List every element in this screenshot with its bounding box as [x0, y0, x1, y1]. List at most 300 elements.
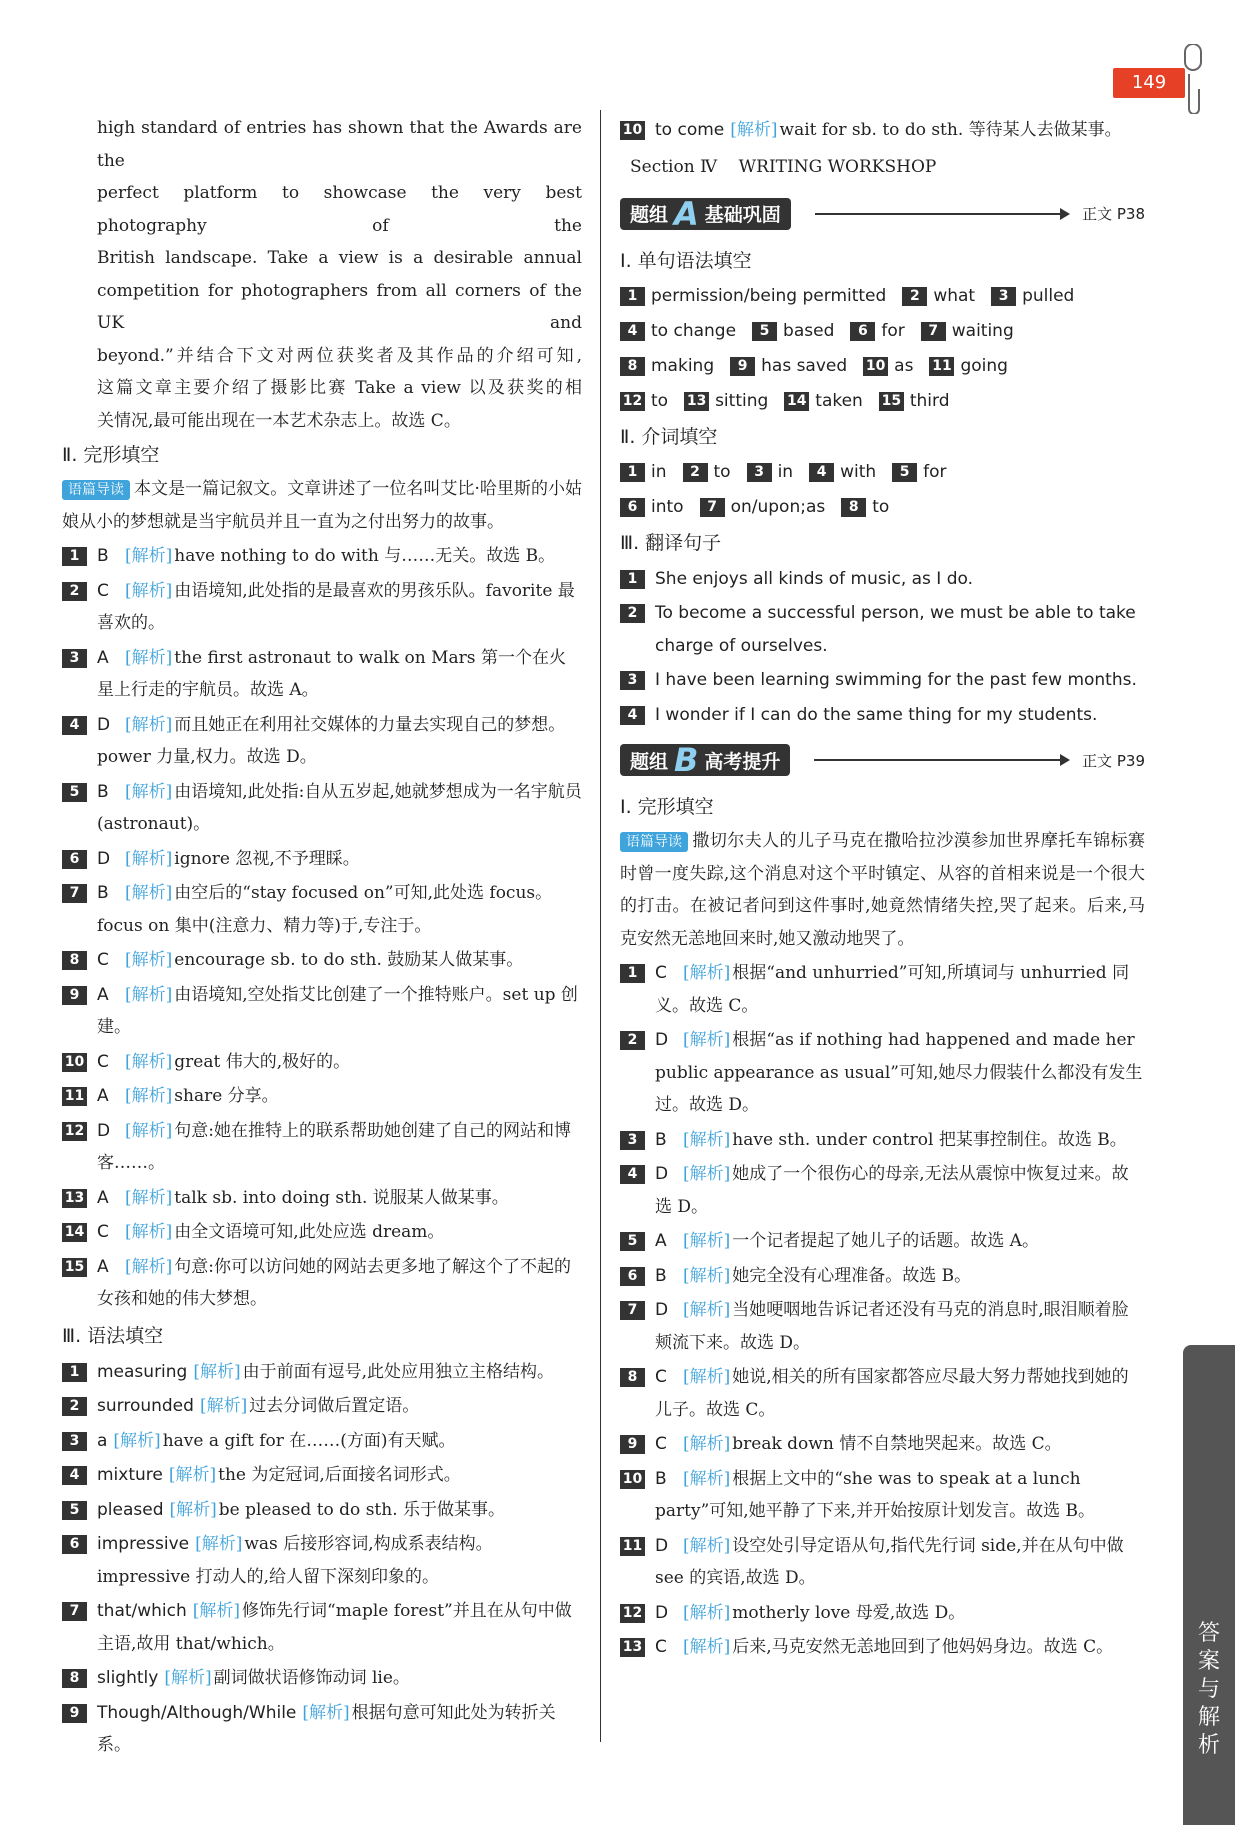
answer-item: [62, 1662, 582, 1695]
answer-row: [620, 314, 1145, 349]
analysis-tag: [解析]: [125, 546, 173, 566]
translation-list: [620, 563, 1145, 732]
group-a-header: [620, 191, 1145, 237]
item-number: 3: [620, 1131, 645, 1150]
intro-line: 关情况,最可能出现在一本艺术杂志上。故选 C。: [97, 410, 461, 431]
item-number: 3: [62, 649, 87, 668]
item-number: 2: [683, 463, 708, 482]
side-tab-label: 答案与解析: [1197, 1621, 1220, 1758]
analysis-text: 她说,相关的所有国家都答应尽最大努力帮她找到她的儿子。故选 C。: [655, 1367, 1129, 1420]
analysis-tag: [解析]: [683, 963, 731, 983]
analysis-text: 当她哽咽地告诉记者还没有马克的消息时,眼泪顺着脸颊流下来。故选 D。: [655, 1300, 1129, 1353]
analysis-tag: [解析]: [199, 1396, 248, 1416]
item-number: 12: [620, 1604, 645, 1623]
analysis-tag: [解析]: [164, 1668, 212, 1688]
answer-choice: D: [655, 1164, 669, 1184]
answer-item: [62, 1528, 582, 1593]
answer-item: [620, 1530, 1145, 1595]
intro-line: British landscape. Take a view is a desirable annual: [97, 248, 582, 268]
answer-row: [620, 279, 1145, 314]
answer-choice: D: [97, 1120, 111, 1141]
analysis-tag: [解析]: [113, 1430, 161, 1451]
answer-item: [62, 944, 582, 977]
analysis-text: 一个记者提起了她儿子的话题。故选 A。: [732, 1231, 1039, 1251]
answer-text: making: [651, 355, 715, 376]
analysis-text: have nothing to do with 与……无关。故选 B。: [174, 546, 556, 566]
answer-cell: [620, 384, 668, 419]
item-number: 15: [879, 392, 904, 411]
item-number: 11: [929, 357, 954, 376]
answer-cell: [730, 349, 847, 384]
section-title: Ⅱ. 完形填空: [62, 444, 160, 466]
guide-paragraph: [620, 825, 1145, 955]
item-number: 2: [62, 1397, 87, 1416]
right-column: [620, 112, 1145, 1666]
item-number: 6: [850, 322, 875, 341]
analysis-tag: [解析]: [125, 883, 173, 903]
answer-cell: [784, 384, 863, 419]
answer-cell: [620, 349, 714, 384]
item-number: 7: [62, 884, 87, 903]
answer-text: pleased: [97, 1499, 164, 1520]
analysis-tag: [解析]: [125, 647, 173, 668]
item-number: 14: [62, 1223, 87, 1242]
analysis-text: 根据“and unhurried”可知,所填词与 unhurried 同义。故选 C。: [655, 963, 1130, 1016]
answer-choice: A: [97, 1187, 109, 1208]
answer-item: [62, 1425, 582, 1458]
item-number: 12: [620, 392, 645, 411]
answer-item: [62, 1216, 582, 1249]
intro-line: beyond.”并结合下文对两位获奖者及其作品的介绍可知,: [97, 345, 582, 366]
analysis-tag: [解析]: [125, 1120, 173, 1141]
answer-text: in: [651, 461, 667, 482]
item-number: 5: [62, 783, 87, 802]
analysis-text: 根据“as if nothing had happened and made her public appearance as usual”可知,她尽力假装什么都没有发生过。故选 D。: [655, 1030, 1143, 1115]
answer-text: a: [97, 1430, 108, 1451]
answer-item: [620, 1361, 1145, 1426]
answer-item: [620, 1463, 1145, 1528]
answer-text: slightly: [97, 1668, 159, 1688]
intro-line: 这篇文章主要介绍了摄影比赛 Take a view 以及获奖的相: [97, 378, 582, 398]
answer-item: [620, 1294, 1145, 1359]
analysis-tag: [解析]: [683, 1468, 731, 1489]
item-number: 7: [62, 1602, 87, 1621]
analysis-text: 副词做状语修饰动词 lie。: [213, 1668, 410, 1688]
answer-cell: [863, 349, 913, 384]
answer-text: to: [872, 496, 890, 517]
item-number: 4: [62, 1466, 87, 1485]
analysis-tag: [解析]: [683, 1129, 731, 1150]
answer-item: [62, 1356, 582, 1389]
item-number: 6: [620, 498, 645, 517]
analysis-text: ignore 忽视,不予理睬。: [174, 848, 360, 869]
answer-item: [62, 1115, 582, 1180]
analysis-tag: [解析]: [125, 1222, 173, 1242]
item-number: 13: [62, 1189, 87, 1208]
answer-cell: [620, 490, 684, 525]
answer-text: sitting: [715, 390, 769, 411]
item-number: 3: [747, 463, 772, 482]
answer-text: pulled: [1022, 285, 1075, 306]
answer-row: [620, 455, 1145, 490]
analysis-text: 句意:你可以访问她的网站去更多地了解这个了不起的女孩和她的伟大梦想。: [97, 1256, 571, 1309]
group-ref: 正文 P38: [1082, 205, 1145, 223]
item-number: 4: [620, 322, 645, 341]
analysis-tag: [解析]: [169, 1499, 217, 1520]
item-number: 4: [620, 1165, 645, 1184]
left-column: [62, 112, 582, 1764]
item-number: 4: [62, 716, 87, 735]
item-number: 10: [863, 357, 888, 376]
analysis-text: 后来,马克安然无恙地回到了他妈妈身边。故选 C。: [732, 1637, 1114, 1657]
analysis-text: the 为定冠词,后面接名词形式。: [218, 1465, 461, 1485]
answer-choice: A: [97, 647, 109, 668]
answer-choice: C: [655, 963, 667, 983]
translation-text: To become a successful person, we must be able to take charge of ourselves.: [655, 603, 1136, 656]
analysis-text: 根据上文中的“she was to speak at a lunch party”可知,她平静了下来,并开始按原计划发言。故选 B。: [655, 1468, 1095, 1521]
arrow-icon: [814, 759, 1068, 761]
item-number: 4: [620, 706, 645, 725]
answer-row: [620, 349, 1145, 384]
answer-cell: [620, 455, 667, 490]
analysis-text: 由空后的“stay focused on”可知,此处选 focus。focus on 集中(注意力、精力等)于,专注于。: [97, 883, 553, 936]
analysis-text: have a gift for 在……(方面)有天赋。: [162, 1430, 456, 1451]
intro-line: high standard of entries has shown that the Awards are the: [97, 118, 582, 171]
answer-item: [620, 1260, 1145, 1293]
column-divider: [600, 110, 601, 1742]
analysis-tag: [解析]: [683, 1637, 731, 1657]
analysis-tag: [解析]: [125, 950, 173, 970]
analysis-tag: [解析]: [683, 1231, 731, 1251]
analysis-text: break down 情不自禁地哭起来。故选 C。: [732, 1434, 1062, 1454]
item-number: 10: [620, 1470, 645, 1489]
answer-cell: [809, 455, 876, 490]
answer-text: for: [923, 461, 947, 482]
item-number: 8: [62, 951, 87, 970]
item-number: 8: [620, 1368, 645, 1387]
answer-choice: A: [97, 1256, 109, 1277]
answer-text: measuring: [97, 1361, 188, 1382]
item-number: 12: [62, 1122, 87, 1141]
item-number: 7: [700, 498, 725, 517]
answer-text: has saved: [761, 355, 848, 376]
item-number: 10: [62, 1053, 87, 1072]
analysis-text: 她完全没有心理准备。故选 B。: [732, 1265, 972, 1286]
answer-cell: [620, 314, 736, 349]
analysis-tag: [解析]: [195, 1534, 243, 1554]
answer-text: into: [651, 496, 684, 517]
answer-item: [62, 843, 582, 876]
answer-cell: [747, 455, 794, 490]
analysis-tag: [解析]: [683, 1300, 731, 1320]
section-title: Ⅲ. 语法填空: [62, 1324, 164, 1347]
item-number: 8: [62, 1669, 87, 1688]
item-number: 14: [784, 392, 809, 411]
item-number: 9: [620, 1435, 645, 1454]
answer-item: [620, 114, 1145, 147]
group-name: 高考提升: [704, 750, 781, 773]
analysis-tag: [解析]: [193, 1361, 241, 1382]
analysis-text: 由语境知,此处指:自从五岁起,她就梦想成为一名宇航员(astronaut)。: [97, 781, 582, 834]
analysis-text: the first astronaut to walk on Mars 第一个在火星上行走的宇航员。故选 A。: [97, 647, 566, 700]
item-number: 5: [62, 1501, 87, 1520]
answer-item: [62, 1494, 582, 1527]
analysis-tag: [解析]: [125, 1187, 173, 1208]
answer-choice: A: [655, 1231, 667, 1251]
item-number: 5: [892, 463, 917, 482]
answer-text: mixture: [97, 1465, 163, 1485]
analysis-tag: [解析]: [168, 1465, 217, 1485]
fill-answer-grid: [620, 279, 1145, 419]
analysis-text: encourage sb. to do sth. 鼓励某人做某事。: [174, 950, 524, 970]
answer-text: to come: [655, 120, 725, 140]
item-number: 7: [620, 1301, 645, 1320]
item-number: 5: [620, 1232, 645, 1251]
answer-text: to: [651, 390, 669, 411]
answer-cell: [902, 279, 975, 314]
analysis-tag: [解析]: [683, 1030, 731, 1050]
item-number: 1: [620, 463, 645, 482]
answer-item: [620, 1428, 1145, 1461]
answer-choice: B: [655, 1265, 667, 1286]
analysis-tag: [解析]: [125, 984, 173, 1005]
answer-text: with: [840, 461, 877, 482]
answer-cell: [991, 279, 1074, 314]
item-number: 1: [620, 287, 645, 306]
section-title: Ⅲ. 翻译句子: [620, 531, 722, 554]
analysis-tag: [解析]: [683, 1164, 731, 1184]
section-heading: Section Ⅳ WRITING WORKSHOP: [630, 156, 937, 177]
item-number: 1: [620, 570, 645, 589]
answer-choice: B: [97, 546, 109, 566]
group-label: 题组: [630, 204, 669, 226]
intro-paragraph: [62, 112, 582, 437]
analysis-text: 而且她正在利用社交媒体的力量去实现自己的梦想。power 力量,权力。故选 D。: [97, 714, 566, 767]
analysis-text: 由语境知,空处指艾比创建了一个推特账户。set up 创建。: [97, 984, 578, 1037]
item-number: 3: [62, 1432, 87, 1451]
answer-text: surrounded: [97, 1396, 194, 1416]
analysis-text: 由全文语境可知,此处应选 dream。: [174, 1222, 445, 1242]
analysis-tag: [解析]: [125, 580, 173, 601]
answer-text: taken: [815, 390, 863, 411]
analysis-tag: [解析]: [302, 1702, 350, 1723]
translation-item: [620, 563, 1145, 596]
answer-choice: C: [97, 950, 109, 970]
analysis-text: 由语境知,此处指的是最喜欢的男孩乐队。favorite 最喜欢的。: [97, 580, 575, 633]
answer-cell: [850, 314, 904, 349]
analysis-tag: [解析]: [683, 1434, 731, 1454]
answer-item: [62, 575, 582, 640]
analysis-tag: [解析]: [683, 1367, 731, 1387]
grammar-answer-list: [62, 1356, 582, 1762]
analysis-tag: [解析]: [125, 848, 173, 869]
analysis-text: share 分享。: [174, 1086, 279, 1106]
answer-text: that/which: [97, 1601, 187, 1621]
analysis-tag: [解析]: [125, 714, 173, 735]
answer-item: [62, 979, 582, 1044]
analysis-tag: [解析]: [683, 1265, 731, 1286]
answer-text: as: [894, 355, 914, 376]
answer-text: Though/Although/While: [97, 1702, 297, 1723]
analysis-text: wait for sb. to do sth. 等待某人去做某事。: [779, 120, 1122, 140]
answer-choice: D: [97, 714, 111, 735]
guide-paragraph: [62, 473, 582, 538]
answer-item: [62, 1080, 582, 1113]
item-number: 5: [752, 322, 777, 341]
answer-text: in: [777, 461, 794, 482]
analysis-text: motherly love 母爱,故选 D。: [732, 1602, 966, 1623]
answer-item: [62, 1595, 582, 1660]
analysis-text: was 后接形容词,构成系表结构。impressive 打动人的,给人留下深刻印象的。: [97, 1534, 493, 1587]
guide-text: 撒切尔夫人的儿子马克在撒哈拉沙漠参加世界摩托车锦标赛时曾一度失踪,这个消息对这个平时镇定、从容的首相来说是一个很大的打击。在被记者问到这件事时,她竟然情绪失控,哭了起来。后来,马克安然无恙地回来时,她又激动地哭了。: [620, 831, 1145, 949]
answer-text: going: [960, 355, 1008, 376]
preposition-answer-grid: [620, 455, 1145, 525]
item-number: 11: [620, 1537, 645, 1556]
answer-choice: B: [97, 781, 109, 802]
analysis-text: 她成了一个很伤心的母亲,无法从震惊中恢复过来。故选 D。: [655, 1164, 1129, 1217]
item-number: 3: [991, 287, 1016, 306]
analysis-tag: [解析]: [683, 1602, 731, 1623]
answer-choice: B: [655, 1129, 667, 1150]
item-number: 4: [809, 463, 834, 482]
analysis-text: have sth. under control 把某事控制住。故选 B。: [732, 1129, 1127, 1150]
section-title: Ⅱ. 介词填空: [620, 425, 718, 448]
intro-line: competition for photographers from all corners of the UK and: [97, 280, 582, 333]
answer-cell: [620, 279, 886, 314]
group-label: 题组: [630, 750, 669, 773]
item-number: 8: [841, 498, 866, 517]
guide-badge: 语篇导读: [62, 480, 130, 500]
answer-text: impressive: [97, 1534, 190, 1554]
answer-cell: [683, 455, 731, 490]
answer-choice: D: [655, 1030, 669, 1050]
answer-text: permission/being permitted: [651, 285, 887, 306]
group-b-header: [620, 737, 1145, 783]
answer-text: based: [783, 320, 835, 341]
answer-item: [620, 1225, 1145, 1258]
section-title: Ⅰ. 单句语法填空: [620, 249, 752, 272]
answer-item: [62, 877, 582, 942]
item-number: 11: [62, 1087, 87, 1106]
answer-item: [62, 540, 582, 573]
answer-text: to: [713, 461, 731, 482]
guide-badge: 语篇导读: [620, 832, 688, 852]
answer-text: third: [909, 390, 950, 411]
item-number: 1: [620, 964, 645, 983]
answer-item: [62, 642, 582, 707]
answer-item: [620, 957, 1145, 1022]
answer-cell: [752, 314, 834, 349]
section-title: Ⅰ. 完形填空: [620, 796, 714, 818]
analysis-text: 修饰先行词“maple forest”并且在从句中做主语,故用 that/which。: [97, 1601, 572, 1654]
analysis-text: 根据句意可知此处为转折关系。: [97, 1702, 556, 1755]
analysis-text: be pleased to do sth. 乐于做某事。: [218, 1499, 506, 1520]
answer-choice: C: [655, 1637, 667, 1657]
analysis-text: 句意:她在推特上的联系帮助她创建了自己的网站和博客……。: [97, 1120, 571, 1173]
item-number: 2: [620, 1031, 645, 1050]
intro-line: perfect platform to showcase the very best photography of the: [97, 183, 582, 236]
group-letter: B: [674, 741, 699, 779]
item-number: 6: [62, 1535, 87, 1554]
answer-cell: [700, 490, 826, 525]
answer-text: for: [881, 320, 905, 341]
answer-cell: [879, 384, 950, 419]
answer-item: [62, 1182, 582, 1215]
answer-text: what: [933, 285, 976, 306]
item-number: 2: [620, 604, 645, 623]
answer-item: [620, 1158, 1145, 1223]
answer-choice: B: [97, 883, 109, 903]
answer-choice: D: [655, 1300, 669, 1320]
answer-row: [620, 384, 1145, 419]
item-number: 1: [62, 547, 87, 566]
answer-item: [62, 1390, 582, 1423]
analysis-tag: [解析]: [125, 1051, 173, 1072]
group-a-badge: [620, 194, 791, 233]
item-number: 2: [62, 582, 87, 601]
answer-item: [62, 776, 582, 841]
analysis-tag: [解析]: [683, 1535, 731, 1556]
answer-cell: [841, 490, 889, 525]
analysis-tag: [解析]: [125, 781, 173, 802]
cloze-answer-list: [620, 957, 1145, 1664]
translation-item: [620, 664, 1145, 697]
answer-choice: C: [655, 1434, 667, 1454]
answer-row: [620, 490, 1145, 525]
answer-choice: C: [97, 1051, 109, 1072]
item-number: 10: [620, 121, 645, 140]
paperclip-icon: [1175, 44, 1205, 114]
item-number: 13: [620, 1638, 645, 1657]
answer-cell: [921, 314, 1014, 349]
answer-item: [620, 1024, 1145, 1122]
group-name: 基础巩固: [704, 204, 781, 226]
item-number: 15: [62, 1258, 87, 1277]
answer-cell: [684, 384, 768, 419]
page-number: 149: [1131, 72, 1167, 93]
group-b-badge: [620, 741, 790, 779]
answer-choice: A: [97, 984, 109, 1005]
analysis-text: talk sb. into doing sth. 说服某人做某事。: [174, 1187, 509, 1208]
translation-item: [620, 699, 1145, 732]
answer-item: [62, 1459, 582, 1492]
answer-item: [62, 1046, 582, 1079]
answer-item: [62, 1251, 582, 1316]
translation-text: She enjoys all kinds of music, as I do.: [655, 568, 974, 589]
analysis-text: 过去分词做后置定语。: [249, 1396, 420, 1416]
item-number: 6: [62, 850, 87, 869]
guide-text: 本文是一篇记叙文。文章讲述了一位名叫艾比·哈里斯的小姑娘从小的梦想就是当宇航员并且一直为之付出努力的故事。: [62, 479, 582, 532]
analysis-tag: [解析]: [730, 120, 778, 140]
item-number: 6: [620, 1267, 645, 1286]
answer-text: on/upon;as: [730, 496, 826, 517]
answer-item: [620, 1124, 1145, 1157]
item-number: 2: [902, 287, 927, 306]
analysis-tag: [解析]: [125, 1086, 173, 1106]
item-number: 7: [921, 322, 946, 341]
cloze-answer-list: [62, 540, 582, 1316]
item-number: 8: [620, 357, 645, 376]
answer-cell: [929, 349, 1007, 384]
group-letter: A: [674, 194, 699, 233]
answer-text: waiting: [951, 320, 1014, 341]
item-number: 3: [620, 671, 645, 690]
answer-cell: [892, 455, 946, 490]
arrow-icon: [815, 213, 1068, 215]
item-number: 9: [730, 357, 755, 376]
analysis-tag: [解析]: [192, 1601, 241, 1621]
answer-choice: A: [97, 1086, 109, 1106]
